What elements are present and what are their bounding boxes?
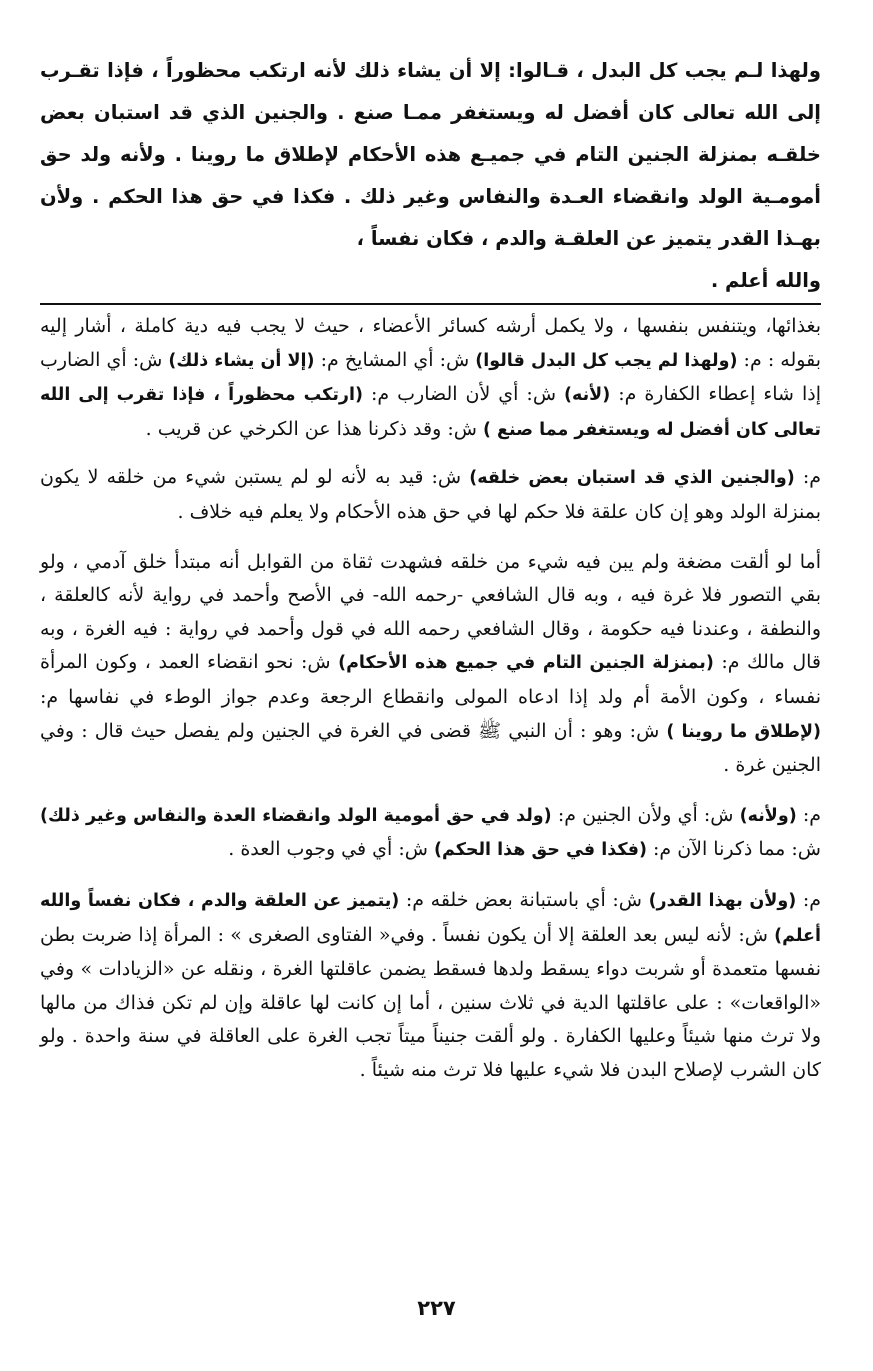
commentary-text: م: (796, 888, 821, 911)
commentary-paragraph-5 (40, 884, 821, 1088)
quoted-matn: (بمنزلة الجنين التام في جميع هذه الأحكام) (338, 653, 714, 674)
main-text (40, 50, 821, 302)
commentary-text: ش: لأنه ليس بعد العلقة إلا أن يكون نفساً . وفي« الفتاوى الصغرى » : المرأة إذا ضربت بطن نفسها متعمدة أو شربت دواء يسقط ولدها فسقط يضمن عاقلتها الغرة ، ونقله عن «الزيادات » وفي «الواقعات» : على عاقلتها الدية في ثلاث سنين ، أما إن كانت لها عاقلة وإن لم تكن فذاك من مالها ولا ترث منها شيئاً وعليها الكفارة . ولو ألقت جنيناً ميتاً تجب الغرة على العاقلة في سنة واحدة . ولو كان الشرب لإصلاح البدن فلا شيء عليها فلا ترث منه شيئاً . (40, 923, 821, 1081)
commentary-text: ش: قيد به لأنه لو لم يستبن شيء من خلقه لا يكون بمنزلة الولد وهو إن كان علقة فلا حكم لها في حق هذه الأحكام ولا يعلم فيه خلاف . (40, 466, 821, 523)
quoted-matn: (ولهذا لم يجب كل البدل قالوا) (475, 350, 738, 371)
commentary-text: ش: نحو انقضاء العمد ، وكون المرأة نفساء ، وكون الأمة أم ولد إذا ادعاه المولى وانقطاع الرجعة وعدم جواز الوطء في نفاسها م: (40, 651, 821, 708)
commentary-paragraph-4 (40, 799, 821, 868)
commentary-text: م: (794, 466, 821, 489)
quoted-matn: (ولد في حق أمومية الولد وانقضاء العدة والنفاس وغير ذلك) (40, 805, 552, 826)
commentary-text: م: (796, 803, 821, 826)
quoted-matn: (يتميز عن العلقة والدم ، فكان نفساً والله أعلم) (40, 890, 821, 946)
quoted-matn: (لإطلاق ما روينا ) (666, 721, 821, 742)
commentary-text: ش: وقد ذكرنا هذا عن الكرخي عن قريب . (145, 417, 483, 440)
divider-line (40, 303, 821, 305)
quoted-matn: (لأنه) (564, 385, 611, 406)
commentary-text: ش: وهو : أن النبي ﷺ قضى في الغرة في الجنين ولم يفصل حيث قال : وفي الجنين غرة . (40, 719, 821, 777)
quoted-matn: (والجنين الذي قد استبان بعض خلقه) (469, 468, 795, 489)
commentary-text: ش: أي ولأن الجنين م: (551, 803, 740, 826)
commentary-text: بغذائها، ويتنفس بنفسها ، ولا يكمل أرشه كسائر الأعضاء ، حيث لا يجب فيه دية كاملة ، أشار إليه بقوله : م: (40, 315, 821, 371)
quoted-matn: (ولأن بهذا القدر) (648, 890, 797, 911)
commentary-text: أما لو ألقت مضغة ولم يبن فيه شيء من خلقه فشهدت ثقاة من القوابل أنه مبتدأ خلق آدمي ، ولو بقي التصور فلا غرة فيه ، وبه قال الشافعي -رحمه الله- في الأصح وأحمد في رواية لأنه كالعلقة ، والنطفة ، وعندنا فيه حكومة ، وقال الشافعي رحمه الله في قول وأحمد في رواية : فيه الغرة ، وبه قال مالك م: (40, 550, 821, 674)
quoted-matn: (ولأنه) (739, 805, 797, 826)
commentary-text: ش: أي لأن الضارب م: (363, 383, 564, 406)
commentary-text: ش: أي المشايخ م: (314, 348, 476, 371)
quoted-matn: (إلا أن يشاء ذلك) (168, 350, 315, 371)
commentary (40, 310, 821, 1103)
main-text-closing: والله أعلم . (710, 269, 821, 292)
commentary-text: ش: أي في وجوب العدة . (228, 838, 434, 861)
commentary-paragraph-1 (40, 310, 821, 447)
commentary-text: ش: أي الضارب إذا شاء إعطاء الكفارة م: (40, 348, 821, 406)
commentary-text: ش: أي باستبانة بعض خلقه م: (399, 888, 649, 911)
commentary-paragraph-3 (40, 546, 821, 783)
quoted-matn: (فكذا في حق هذا الحكم) (433, 840, 647, 861)
commentary-paragraph-2 (40, 461, 821, 529)
commentary-text: ش: مما ذكرنا الآن م: (646, 838, 821, 861)
page-number: ٢٢٧ (417, 1296, 456, 1320)
main-text-body: ولهذا لـم يجب كل البدل ، قـالوا: إلا أن يشاء ذلك لأنه ارتكب محظوراً ، فإذا تقـرب إلى الله تعالى كان أفضل له ويستغفر ممـا صنع . والجنين الذي قد استبان بعض خلقـه بمنزلة الجنين التام في جميـع هذه الأحكام لإطلاق ما روينا . ولأنه ولد حق أمومـية الولد وانقضاء العـدة والنفاس وغير ذلك . فكذا في حق هذا الحكم . ولأن بهـذا القدر يتميز عن العلقـة والدم ، فكان نفساً ، (40, 59, 821, 250)
quoted-matn: (ارتكب محظوراً ، فإذا تقرب إلى الله تعالى كان أفضل له ويستغفر مما صنع ) (40, 385, 821, 440)
